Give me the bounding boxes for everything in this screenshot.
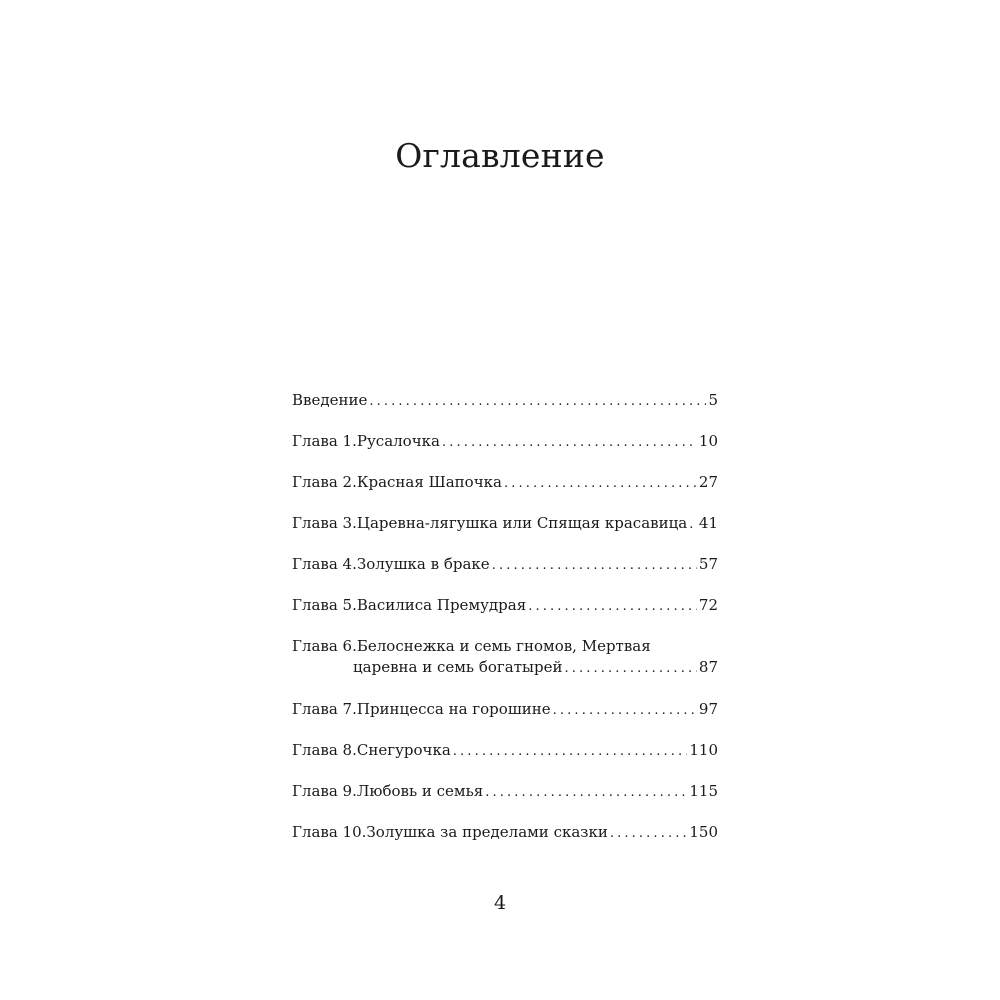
toc-entry-prefix: Глава 3.: [292, 514, 357, 532]
toc-entry-page: 10: [698, 432, 718, 450]
toc-entry-title-continuation: царевна и семь богатырей: [353, 658, 563, 676]
toc-entry-prefix: Глава 7.: [292, 700, 357, 718]
dot-leader: [492, 555, 697, 576]
toc-entry-prefix: Глава 4.: [292, 555, 357, 573]
toc-entry-prefix: Глава 6.: [292, 637, 357, 655]
toc-entry-title: Золушка в браке: [356, 555, 490, 573]
dot-leader: [504, 473, 697, 494]
toc-entry-page: 27: [698, 473, 718, 491]
toc-entry-title: Введение: [292, 391, 368, 409]
toc-entry-page: 57: [698, 555, 718, 573]
toc-entry-page: 5: [708, 391, 718, 409]
toc-entry-chapter-10[interactable]: [292, 822, 718, 844]
dot-leader: [564, 658, 696, 679]
toc-entry-prefix: Глава 5.: [292, 596, 357, 614]
toc-entry-prefix: Глава 10.: [292, 823, 367, 841]
dot-leader: [610, 823, 688, 844]
toc-entry-page: 72: [698, 596, 718, 614]
toc-entry-title: Русалочка: [356, 432, 440, 450]
toc-entry-title: Василиса Премудрая: [356, 596, 527, 614]
toc-entry-prefix: Глава 2.: [292, 473, 357, 491]
toc-entry-page: 87: [698, 658, 718, 676]
toc-entry-title: Красная Шапочка: [356, 473, 502, 491]
dot-leader: [442, 432, 697, 453]
toc-entry-introduction[interactable]: [292, 390, 718, 412]
toc-entry-title: Золушка за пределами сказки: [366, 823, 608, 841]
dot-leader: [369, 391, 706, 412]
toc-entry-page: 110: [689, 741, 718, 759]
toc-entry-title: Любовь и семья: [356, 782, 484, 800]
toc-entry-title: Белоснежка и семь гномов, Мертвая: [356, 637, 651, 655]
toc-entry-chapter-6[interactable]: [292, 636, 718, 679]
toc-entry-chapter-1[interactable]: [292, 431, 718, 453]
dot-leader: [453, 741, 688, 762]
toc-entry-chapter-7[interactable]: [292, 699, 718, 721]
dot-leader: [485, 782, 687, 803]
toc-entry-prefix: Глава 8.: [292, 741, 357, 759]
toc-entry-prefix: Глава 1.: [292, 432, 357, 450]
toc-entry-chapter-3[interactable]: [292, 513, 718, 535]
dot-leader: [689, 514, 697, 535]
toc-entry-chapter-9[interactable]: [292, 781, 718, 803]
page-number: 4: [493, 892, 507, 914]
toc-entry-page: 41: [698, 514, 718, 532]
page-title: Оглавление: [395, 136, 605, 175]
toc-entry-chapter-4[interactable]: [292, 554, 718, 576]
toc-entry-page: 115: [689, 782, 718, 800]
dot-leader: [528, 596, 697, 617]
toc-entry-title: Снегурочка: [356, 741, 451, 759]
toc-entry-chapter-8[interactable]: [292, 740, 718, 762]
toc-entry-page: 97: [698, 700, 718, 718]
dot-leader: [553, 700, 697, 721]
toc-entry-page: 150: [689, 823, 718, 841]
toc-entry-prefix: Глава 9.: [292, 782, 357, 800]
toc-entry-title: Принцесса на горошине: [356, 700, 551, 718]
toc-entry-chapter-5[interactable]: [292, 595, 718, 617]
toc-entry-title: Царевна-лягушка или Спящая красавица: [356, 514, 688, 532]
toc-entry-chapter-2[interactable]: [292, 472, 718, 494]
